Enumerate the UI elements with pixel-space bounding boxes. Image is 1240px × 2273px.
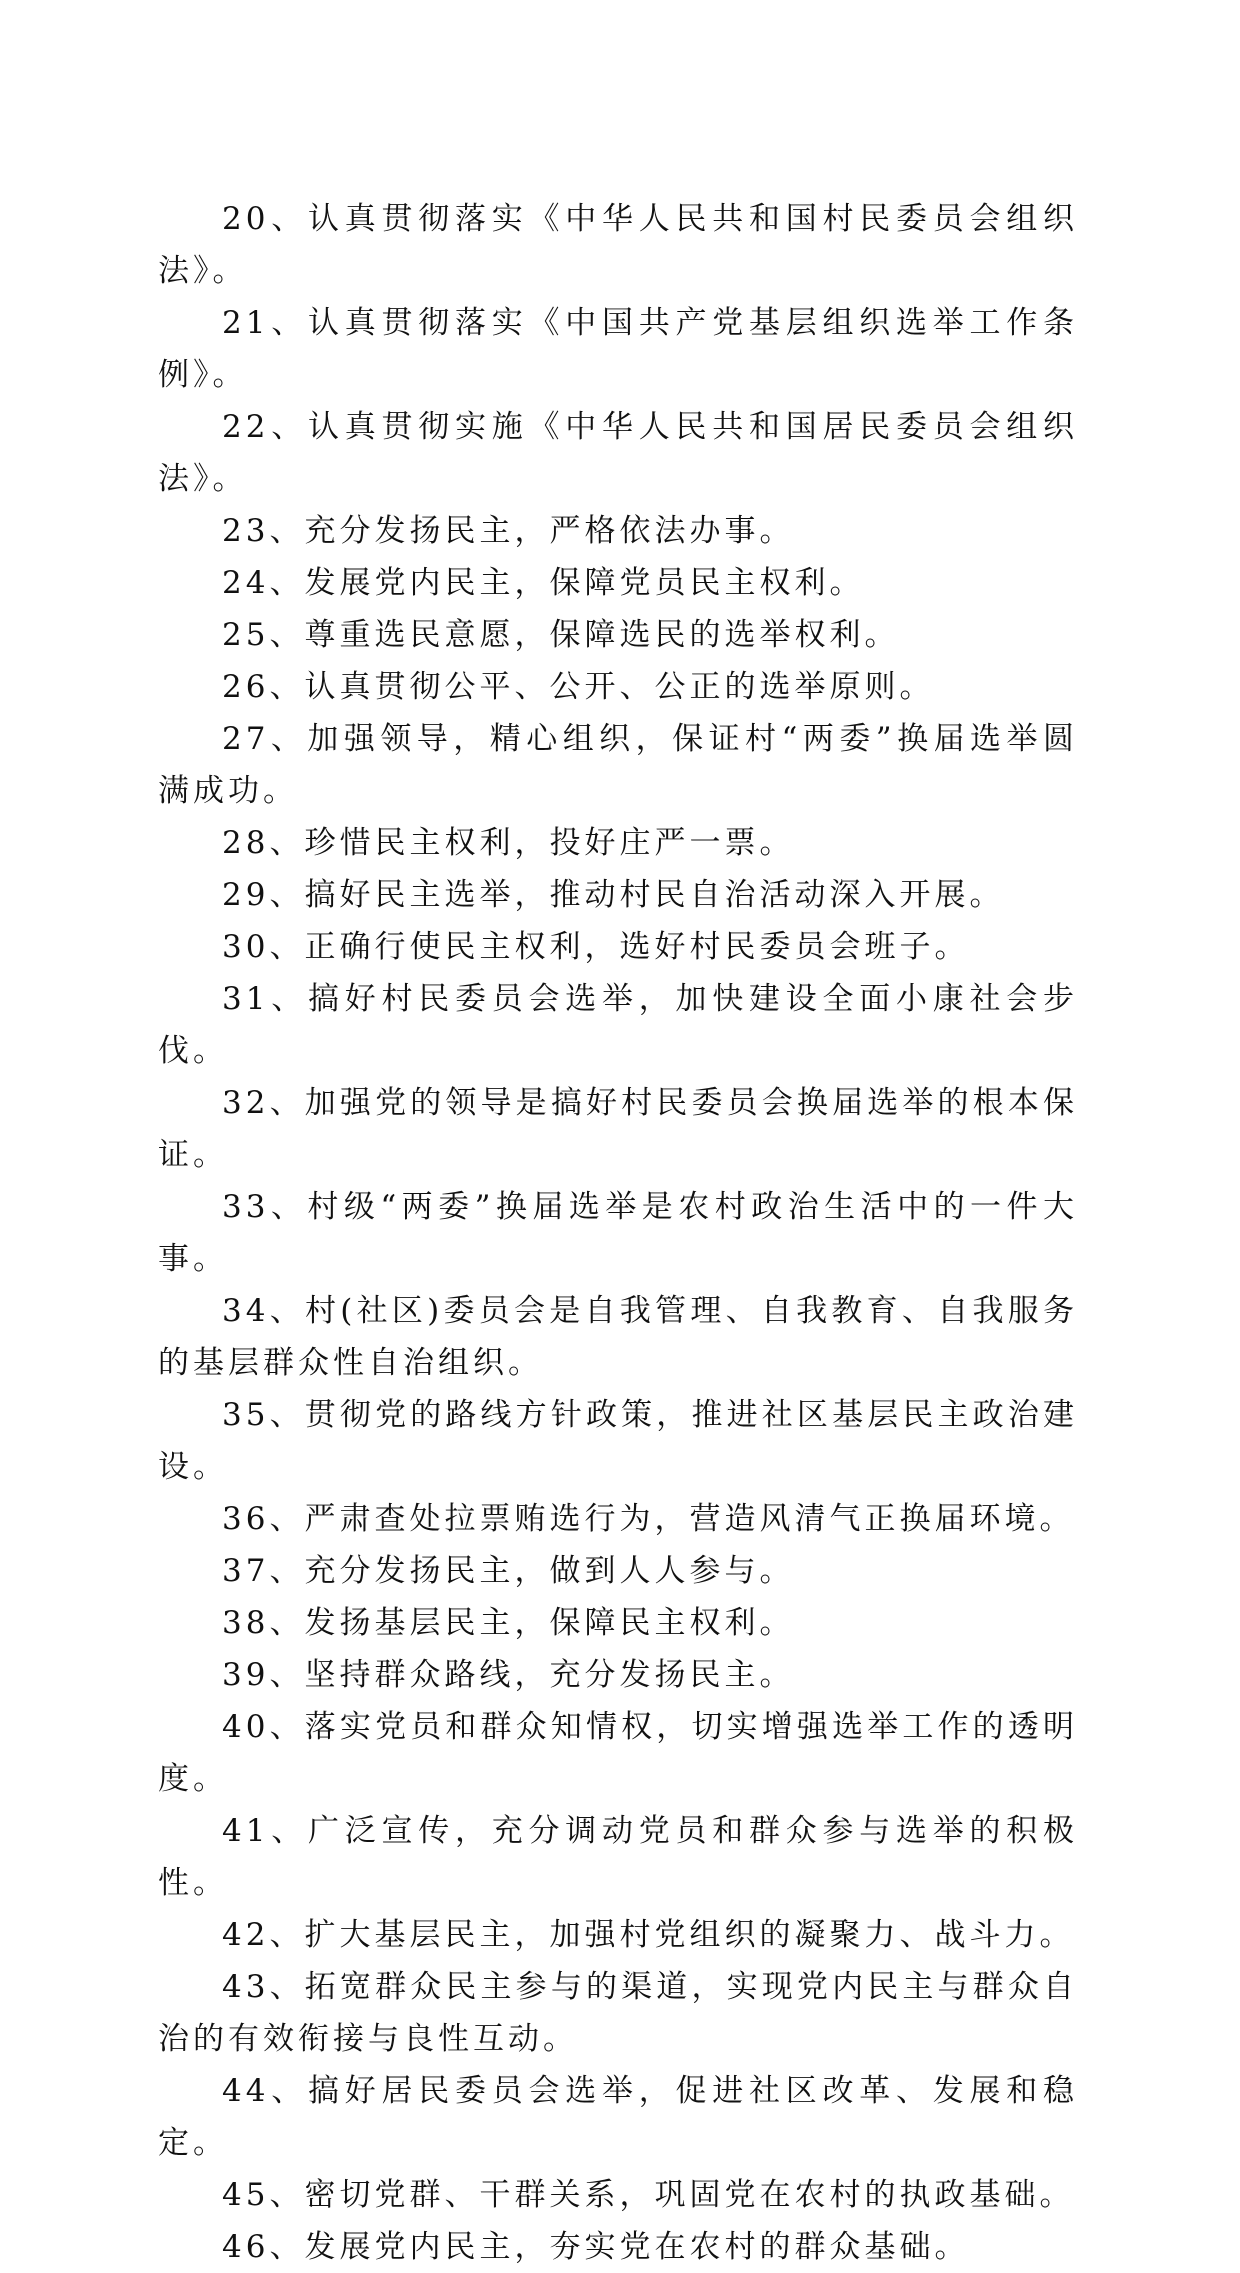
list-item: 31、搞好村民委员会选举，加快建设全面小康社会步伐。 bbox=[158, 981, 1078, 1069]
list-item: 22、认真贯彻实施《中华人民共和国居民委员会组织法》。 bbox=[158, 409, 1078, 497]
list-item: 46、发展党内民主，夯实党在农村的群众基础。 bbox=[222, 2229, 970, 2265]
list-item: 26、认真贯彻公平、公开、公正的选举原则。 bbox=[222, 669, 935, 705]
list-item: 40、落实党员和群众知情权，切实增强选举工作的透明度。 bbox=[158, 1709, 1078, 1797]
list-item: 28、珍惜民主权利，投好庄严一票。 bbox=[222, 825, 795, 861]
list-item: 29、搞好民主选举，推动村民自治活动深入开展。 bbox=[222, 877, 1005, 913]
list-item: 35、贯彻党的路线方针政策，推进社区基层民主政治建设。 bbox=[158, 1397, 1078, 1485]
list-item: 39、坚持群众路线，充分发扬民主。 bbox=[222, 1657, 795, 1693]
list-item: 42、扩大基层民主，加强村党组织的凝聚力、战斗力。 bbox=[222, 1917, 1075, 1953]
list-item: 30、正确行使民主权利，选好村民委员会班子。 bbox=[222, 929, 970, 965]
list-item: 20、认真贯彻落实《中华人民共和国村民委员会组织法》。 bbox=[158, 201, 1078, 289]
list-item: 44、搞好居民委员会选举，促进社区改革、发展和稳定。 bbox=[158, 2073, 1078, 2161]
list-item: 24、发展党内民主，保障党员民主权利。 bbox=[222, 565, 865, 601]
list-item: 23、充分发扬民主，严格依法办事。 bbox=[222, 513, 795, 549]
list-item: 43、拓宽群众民主参与的渠道，实现党内民主与群众自治的有效衔接与良性互动。 bbox=[158, 1969, 1078, 2057]
list-item: 37、充分发扬民主，做到人人参与。 bbox=[222, 1553, 795, 1589]
list-item: 41、广泛宣传，充分调动党员和群众参与选举的积极性。 bbox=[158, 1813, 1078, 1901]
list-item: 36、严肃查处拉票贿选行为，营造风清气正换届环境。 bbox=[222, 1501, 1075, 1537]
list-item: 27、加强领导，精心组织，保证村“两委”换届选举圆满成功。 bbox=[158, 721, 1078, 809]
list-item: 25、尊重选民意愿，保障选民的选举权利。 bbox=[222, 617, 900, 653]
list-item: 38、发扬基层民主，保障民主权利。 bbox=[222, 1605, 795, 1641]
list-item: 21、认真贯彻落实《中国共产党基层组织选举工作条例》。 bbox=[158, 305, 1078, 393]
list-item: 32、加强党的领导是搞好村民委员会换届选举的根本保证。 bbox=[158, 1085, 1078, 1173]
list-item: 33、村级“两委”换届选举是农村政治生活中的一件大事。 bbox=[158, 1189, 1078, 1277]
list-item: 45、密切党群、干群关系，巩固党在农村的执政基础。 bbox=[222, 2177, 1075, 2213]
list-item: 34、村(社区)委员会是自我管理、自我教育、自我服务的基层群众性自治组织。 bbox=[158, 1293, 1078, 1381]
slogan-list bbox=[158, 193, 1078, 2273]
